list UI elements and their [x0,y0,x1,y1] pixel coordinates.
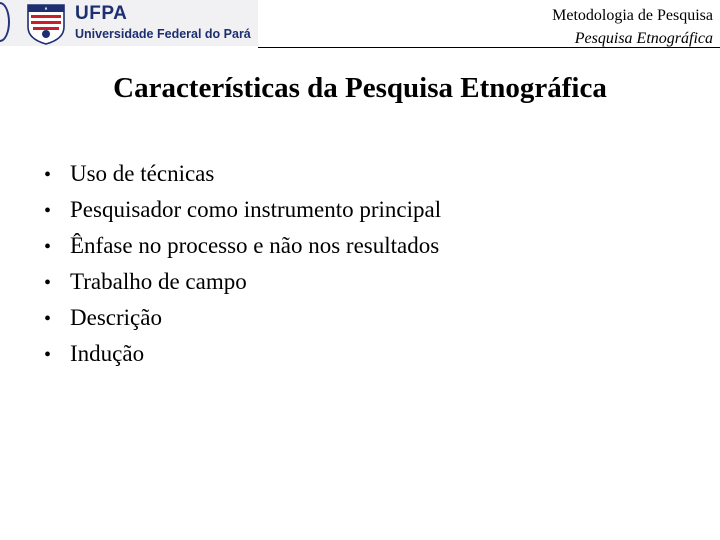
bullet-icon: • [44,308,52,330]
list-item [44,156,441,192]
logo-acronym: UFPA [75,3,128,24]
bullet-text: Pesquisador como instrumento principal [70,197,442,222]
header-subtitle: Pesquisa Etnográfica [574,30,713,47]
header-title: Metodologia de Pesquisa [552,7,713,24]
ufpa-logo [0,0,258,46]
ufpa-emblem-icon [22,1,70,45]
bullet-list [44,156,441,372]
list-item [44,336,441,372]
bullet-icon: • [44,200,52,222]
bullet-text: Ênfase no processo e não nos resultados [70,233,440,258]
list-item [44,300,441,336]
list-item [44,264,441,300]
list-item [44,192,441,228]
bullet-icon: • [44,164,52,186]
bullet-icon: • [44,344,52,366]
bullet-text: Trabalho de campo [70,269,247,294]
slide-title: Características da Pesquisa Etnográfica [113,72,607,104]
list-item [44,228,441,264]
bullet-icon: • [44,272,52,294]
bullet-icon: • [44,236,52,258]
bullet-text: Indução [70,341,145,366]
logo-arc-decoration [0,2,10,42]
header-divider [258,47,720,48]
bullet-text: Descrição [70,305,162,330]
logo-university-name: Universidade Federal do Pará [75,27,251,41]
bullet-text: Uso de técnicas [70,161,215,186]
